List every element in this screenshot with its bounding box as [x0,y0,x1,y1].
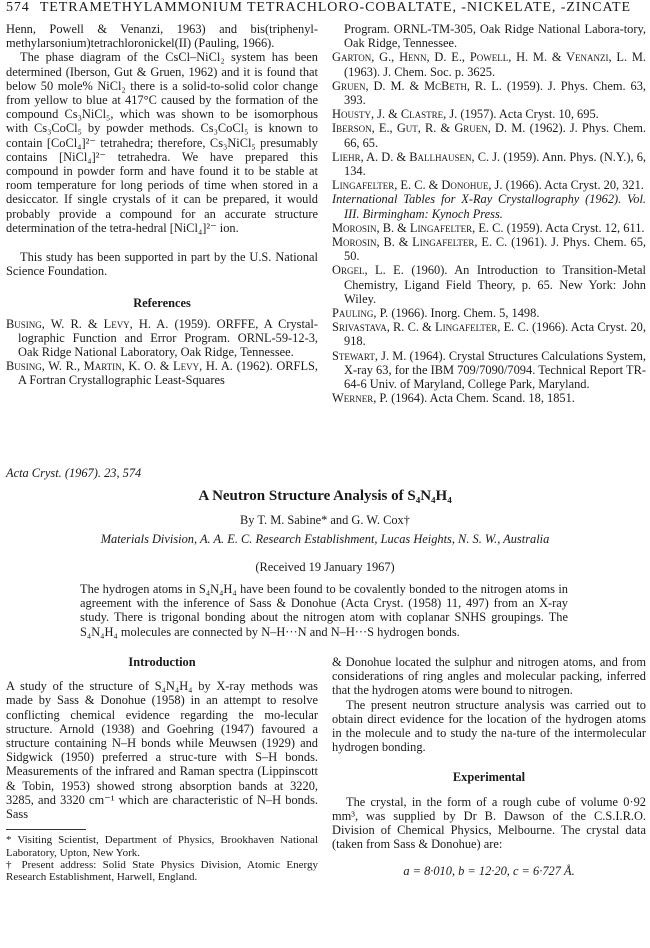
reference-details: (1959). Ann. Phys. (N.Y.), 6, 134. [344,149,646,179]
reference-item [332,320,646,348]
right-column [332,22,646,405]
reference-item [332,391,646,405]
introduction-continuation: & Donohue located the sulphur and nitrogen atoms, and from considerations of ring angles and molecular packing, inferred that the hydrogen atoms were bound to nitrogen. [332,655,646,698]
reference-item [332,349,646,392]
reference-details: (1960). An Introduction to Transition-Metal Chemistry, Ligand Field Theory, p. 65. New York: John Wiley. [344,263,646,306]
references-heading: References [133,296,191,311]
article-title: A Neutron Structure Analysis of S₄N₄H₄ [198,488,452,504]
paragraph-phase-diagram: The phase diagram of the CsCl–NiCl₂ system has been determined (Iberson, Gut & Gruen, 1962) and it is found that below 50 mole% NiCl₂ there is a solid-to-solid color change from yellow to blue at 417°C caused by the formation of the compound Cs₃NiCl₅, which was shown to be isomorphous with Cs₃CoCl₅ by powder methods. Cs₃CoCl₅ is known to contain [CoCl₄]²⁻ tetrahedra; therefore, Cs₃NiCl₅ presumably contains [NiCl₄]²⁻ tetrahedra. We have prepared this compound in powder form and have found it to be stable at room temperature for long periods of time when stored in a desiccator. If single crystals of it can be prepared, it would probably provide a compound for an accurate structure determination of the tetra-hedral [NiCl₄]²⁻ ion. [6,50,318,235]
reference-authors: Liehr, A. D. & Ballhausen, C. J. [332,149,501,164]
footnote-visiting: * Visiting Scientist, Department of Physics, Brookhaven National Laboratory, Upton, New York. [6,834,318,859]
reference-authors: Stewart, J. M. [332,348,407,363]
article-affiliation: Materials Division, A. A. E. C. Research Establishment, Lucas Heights, N. S. W., Australia [100,532,550,546]
reference-continuation: Program. ORNL-TM-305, Oak Ridge National Labora-tory, Oak Ridge, Tennessee. [344,22,646,51]
introduction-paragraph-2: The present neutron structure analysis was carried out to obtain direct evidence for the location of the hydrogen atoms in the molecule and to study the na-ture of the intermolecular hydrogen bonding. [332,697,646,755]
reference-details: (1966). Acta Cryst. 20, 918. [344,320,646,349]
left-column [6,22,318,388]
introduction-heading: Introduction [128,655,196,669]
article-authors: By T. M. Sabine* and G. W. Cox† [240,513,410,527]
reference-authors: Gruen, D. M. & McBeth, R. L. [332,78,502,93]
reference-details: (1957). Acta Cryst. 10, 695. [460,107,599,122]
acknowledgement: This study has been supported in part by the U.S. National Science Foundation. [6,250,318,279]
reference-authors: Pauling, P. [332,306,389,321]
reference-details: (1959). ORFFE, A Crystal-lographic Function and Error Program. ORNL-59-12-3, Oak Ridge National Laboratory, Oak Ridge, Tennessee. [18,316,318,360]
reference-details: (1966). Acta Cryst. 20, 321. [505,178,644,193]
footnote-divider [6,829,86,830]
page-number: 574 [6,0,30,15]
reference-details: (1959). Acta Cryst. 12, 611. [506,220,645,235]
reference-authors: Morosin, B. & Lingafelter, E. C. [332,235,508,250]
article-citation: Acta Cryst. (1967). 23, 574 [6,466,142,480]
footnote-present-address: † Present address: Solid State Physics Division, Atomic Energy Research Establishment, Harwell, England. [6,859,318,884]
paragraph-continuation: Henn, Powell & Venanzi, 1963) and bis(triphenyl-methylarsonium)tetrachloronickel(II) (Pauling, 1966). [6,22,318,51]
reference-details: (1961). J. Phys. Chem. 65, 50. [344,235,646,264]
reference-authors: Orgel, L. E. [332,263,404,278]
reference-authors: Werner, P. [332,391,389,406]
experimental-paragraph: The crystal, in the form of a rough cube of volume 0·92 mm³, was supplied by Dr B. Dawson of the C.S.I.R.O. Division of Chemical Physics, Melbourne. The crystal data (taken from Sass & Donohue) are: [332,794,646,852]
reference-item [332,178,646,192]
reference-authors: Morosin, B. & Lingafelter, E. C. [332,220,504,235]
reference-item [332,235,646,263]
reference-authors: Srivastava, R. C. & Lingafelter, E. C. [332,320,529,335]
reference-authors: Busing, W. R. & Levy, H. A. [6,316,169,331]
reference-item [6,359,318,387]
reference-authors: Iberson, E., Gut, R. & Gruen, D. M. [332,121,526,136]
reference-details: (1959). J. Phys. Chem. 63, 393. [344,78,646,108]
reference-item [6,317,318,360]
reference-details: (1966). Inorg. Chem. 5, 1498. [391,306,540,321]
reference-details: (1962). ORFLS, A Fortran Crystallographic Least-Squares [18,359,318,388]
reference-authors: Garton, G., Henn, D. E., Powell, H. M. & Venanzi, [332,50,612,65]
reference-item [332,107,646,121]
abstract: The hydrogen atoms in S₄N₄H₄ have been found to be covalently bonded to the nitrogen atoms in agreement with the inference of Sass & Donohue (Acta Cryst. (1958) 11, 497) from an X-ray study. There is trigonal bonding about the nitrogen atom with coplanar SNHS groupings. The S₄N₄H₄ molecules are connected by N–H···N and N–H···S hydrogen bonds. [80,582,568,639]
introduction-column [6,655,318,884]
reference-details: International Tables for X-Ray Crystallography (1962). Vol. III. Birmingham: Kynoch Press. [332,192,646,221]
running-title: TETRAMETHYLAMMONIUM TETRACHLORO-COBALTATE, -NICKELATE, -ZINCATE [39,0,631,15]
received-date: (Received 19 January 1967) [255,560,395,574]
reference-authors: Busing, W. R., Martin, K. O. & Levy, H. A. [6,359,233,374]
reference-item [332,121,646,149]
reference-authors: Lingafelter, E. C. & Donohue, J. [332,178,503,193]
reference-item [332,150,646,178]
reference-details: (1964). Acta Chem. Scand. 18, 1851. [391,391,575,406]
reference-item [332,221,646,235]
reference-details: L. M. (1963). J. Chem. Soc. p. 3625. [344,50,646,79]
reference-item [332,306,646,320]
cell-dimensions: a = 8·010, b = 12·20, c = 6·727 Å. [403,863,575,878]
introduction-paragraph: A study of the structure of S₄N₄H₄ by X-ray methods was made by Sass & Donohue (1958) in an attempt to resolve conflicting chemical evidence regarding the mo-lecular structure. Arnold (1938) and Goehring (1947) favoured a structure containing N–H bonds while Meuwsen (1929) and Sidgwick (1950) preferred a struc-ture with S–H bonds. Measurements of the infrared and Raman spectra (Lippinscott & Tobin, 1953) showed strong absorption bands at 3220, 3285, and 3320 cm⁻¹ which are characteristic of N–H bonds. Sass [6,679,318,822]
running-header [6,0,646,16]
reference-item [332,50,646,78]
experimental-heading: Experimental [452,770,526,785]
reference-details: (1964). Crystal Structures Calculations System, X-ray 63, for the IBM 709/7090/7094. Technical Report TR-64-6 Univ. of Maryland, College Park, Maryland. [344,348,646,392]
reference-item [332,79,646,107]
right-column-body [332,655,646,890]
reference-details: (1962). J. Phys. Chem. 66, 65. [344,121,646,150]
reference-authors: Housty, J. & Clastre, J. [332,107,458,122]
reference-item [332,263,646,306]
reference-item [332,192,646,220]
